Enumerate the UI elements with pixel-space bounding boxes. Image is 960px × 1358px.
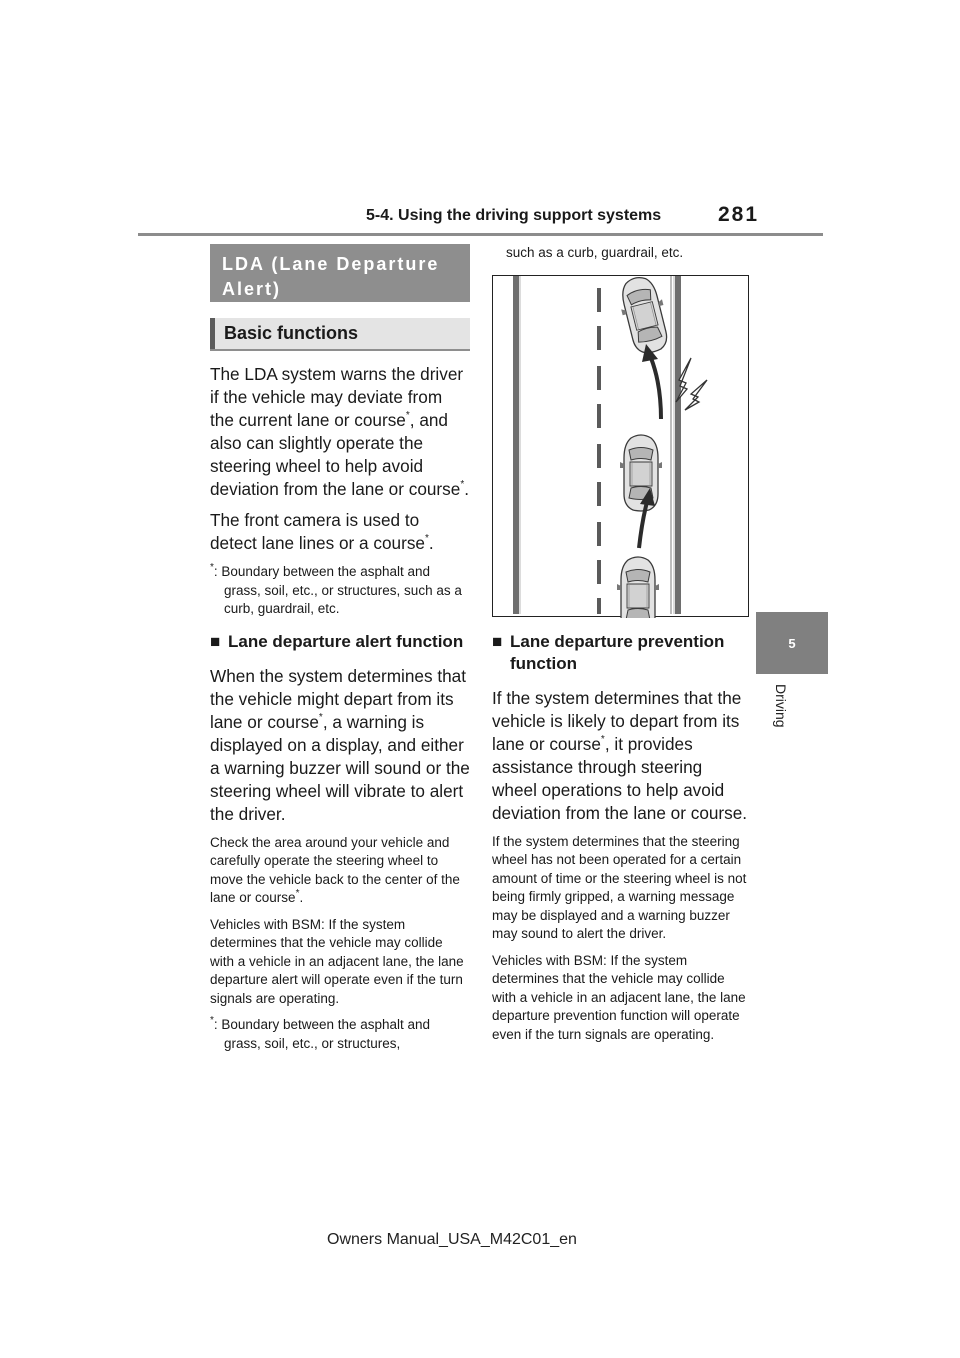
chapter-tab (756, 612, 828, 674)
bsm-note-right: Vehicles with BSM: If the system determines that the vehicle may collide with a vehicle in an adjacent lane, the lane departure prevention function will operate even if the turn signals are operating. (492, 952, 746, 1042)
alert-paragraph: When the system determines that the vehicle might depart from its lane or course*, a warning is displayed on a display, and either a warning buzzer will sound or the steering wheel will vibrate to alert the driver. (210, 665, 470, 824)
footnote: *: Boundary between the asphalt and grass, soil, etc., or structures, (210, 1014, 431, 1051)
footer-doc-id: Owners Manual_USA_M42C01_en (327, 1231, 577, 1248)
page-number: 281 (718, 203, 760, 226)
right-column (492, 244, 750, 1044)
bsm-note: Vehicles with BSM: If the system determines that the vehicle may collide with a vehicle in an adjacent lane, the lane departure alert will operate even if the turn signals are operating. (210, 916, 464, 1006)
chapter-header: 5-4. Using the driving support systems (366, 207, 662, 224)
prevention-heading: ■ Lane departure prevention function (492, 631, 725, 673)
prevention-paragraph: If the system determines that the vehicle is likely to depart from its lane or course*, it provides assistance through steering wheel operations to help avoid deviation from the lane or course. (492, 687, 748, 823)
section-title: LDA (Lane Departure Alert) (210, 244, 470, 302)
footnote-marker: * (295, 887, 300, 899)
square-bullet-icon: ■ (210, 631, 221, 651)
header-rule (138, 233, 823, 236)
footnote-marker: * (210, 1014, 214, 1026)
camera-paragraph: The front camera is used to detect lane lines or a course*. (210, 510, 434, 553)
lane-dashes (597, 288, 601, 614)
chapter-tab-number: 5 (788, 635, 796, 651)
chapter-tab-label: Driving (773, 684, 789, 728)
check-note: Check the area around your vehicle and carefully operate the steering wheel to move the vehicle back to the center of the lane or course*. (210, 834, 460, 905)
left-column (210, 244, 470, 1053)
steering-note: If the system determines that the steering wheel has not been operated for a certain amount of time or the steering wheel is not being firmly gripped, a warning message may be displayed and a warning buzzer may sound to alert the driver. (492, 833, 747, 941)
warning-zigzag-icon (685, 380, 707, 410)
footnote-marker: * (424, 533, 429, 545)
footnote-marker: * (405, 410, 410, 422)
lane-departure-diagram (493, 276, 750, 618)
footnote-marker: * (318, 711, 323, 723)
footnote-marker: * (600, 733, 605, 745)
intro-paragraph: The LDA system warns the driver if the vehicle may deviate from the current lane or course*, and also can slightly operate the steering wheel to help avoid deviation from the lane or course*. (210, 364, 469, 499)
lane-departure-illustration (492, 275, 749, 617)
footnote: *: Boundary between the asphalt and grass, soil, etc., or structures, such as a curb, guardrail, etc. (210, 561, 462, 616)
footnote-marker: * (460, 479, 465, 491)
square-bullet-icon: ■ (492, 631, 503, 651)
car-middle (620, 435, 662, 511)
alert-heading: ■ Lane departure alert function (210, 631, 464, 651)
car-bottom (617, 557, 659, 618)
footnote-continued: such as a curb, guardrail, etc. (506, 245, 684, 260)
sub-heading: Basic functions (210, 318, 470, 351)
footnote-marker: * (210, 561, 214, 573)
